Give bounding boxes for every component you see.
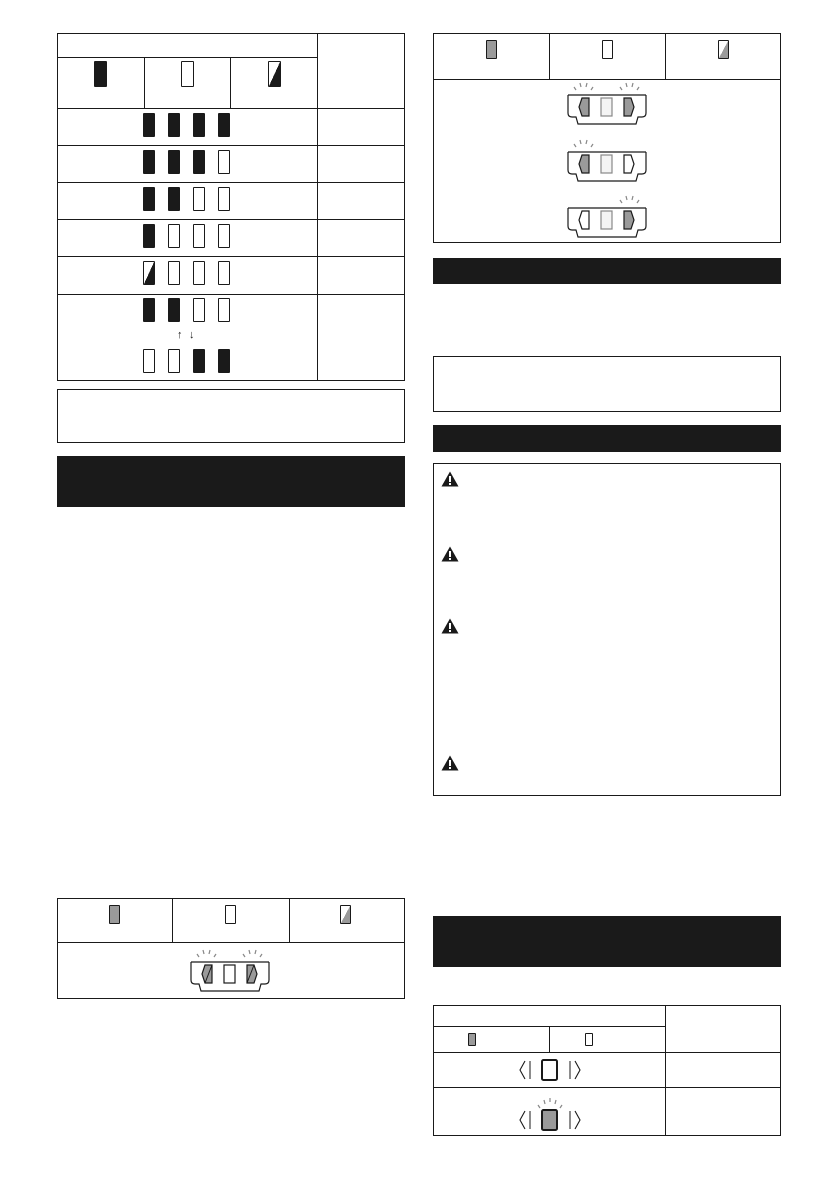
legend-blinking-icon	[718, 40, 729, 59]
indicator-cell	[168, 298, 180, 322]
indicator-cell	[218, 349, 230, 373]
note-box	[433, 356, 781, 412]
lamp-panel-icon	[562, 79, 652, 129]
capacity-table-divider	[230, 57, 231, 108]
indicator-cell	[218, 298, 230, 322]
legend-off-icon	[181, 61, 194, 87]
capacity-table-divider	[317, 33, 318, 381]
indicator-cell	[143, 187, 155, 211]
indicator-cell	[193, 113, 205, 137]
lamp-panel-icon	[562, 192, 652, 242]
legend-blinking-icon	[268, 61, 281, 87]
capacity-table-divider	[57, 145, 405, 146]
legend-lighted-icon	[94, 61, 107, 87]
indicator-cell	[193, 298, 205, 322]
indicator-table-divider	[433, 1052, 781, 1053]
legend-lighted-icon	[486, 40, 497, 59]
capacity-table-divider	[57, 182, 405, 183]
indicator-cell	[193, 187, 205, 211]
status-panel-icon	[515, 1057, 585, 1083]
indicator-cell	[168, 224, 180, 248]
capacity-table-divider	[57, 256, 405, 257]
indicator-cell	[168, 113, 180, 137]
legend-off-icon	[602, 40, 613, 59]
lamp-table-divider	[665, 33, 666, 79]
indicator-table-divider	[549, 1026, 550, 1052]
indicator-cell	[143, 113, 155, 137]
legend-off-icon	[225, 905, 236, 924]
indicator-cell	[218, 150, 230, 174]
note-box	[57, 389, 405, 443]
lamp-panel-icon	[185, 946, 275, 996]
legend-lighted-icon	[468, 1033, 476, 1046]
indicator-cell	[143, 150, 155, 174]
down-arrow-icon: ↓	[189, 329, 195, 341]
indicator-cell	[143, 224, 155, 248]
legend-lighted-icon	[109, 905, 120, 924]
lamp-table-divider	[549, 33, 550, 79]
section-header-bar	[433, 425, 781, 452]
capacity-table-divider	[57, 108, 405, 109]
indicator-cell	[143, 298, 155, 322]
warning-triangle-icon	[441, 755, 459, 771]
lamp-table-divider	[57, 942, 405, 943]
indicator-cell	[168, 150, 180, 174]
indicator-table-divider	[665, 1005, 666, 1136]
section-header-bar	[57, 456, 405, 507]
up-arrow-icon: ↑	[177, 329, 183, 341]
warning-triangle-icon	[441, 471, 459, 487]
lamp-table-divider	[289, 898, 290, 942]
indicator-cell	[168, 261, 180, 285]
capacity-table-divider	[57, 57, 317, 58]
legend-blinking-icon	[340, 905, 351, 924]
section-header-bar	[433, 258, 781, 284]
indicator-cell	[193, 150, 205, 174]
indicator-cell	[168, 349, 180, 373]
indicator-cell	[193, 261, 205, 285]
capacity-table-divider	[144, 57, 145, 108]
lamp-panel-icon	[562, 136, 652, 186]
lamp-table-divider	[172, 898, 173, 942]
indicator-cell	[193, 349, 205, 373]
indicator-cell	[218, 187, 230, 211]
indicator-cell	[168, 187, 180, 211]
indicator-cell	[218, 224, 230, 248]
status-panel-icon	[515, 1093, 585, 1133]
section-header-bar	[433, 916, 781, 967]
warning-box	[433, 463, 781, 796]
warning-triangle-icon	[441, 546, 459, 562]
legend-off-icon	[585, 1033, 593, 1046]
indicator-cell	[218, 261, 230, 285]
indicator-cell	[143, 261, 155, 285]
indicator-cell	[143, 349, 155, 373]
indicator-table	[433, 1005, 781, 1136]
capacity-table-divider	[57, 294, 405, 295]
indicator-cell	[193, 224, 205, 248]
indicator-cell	[218, 113, 230, 137]
capacity-table-divider	[57, 219, 405, 220]
indicator-table-divider	[433, 1087, 781, 1088]
capacity-table	[57, 33, 405, 381]
warning-triangle-icon	[441, 618, 459, 634]
